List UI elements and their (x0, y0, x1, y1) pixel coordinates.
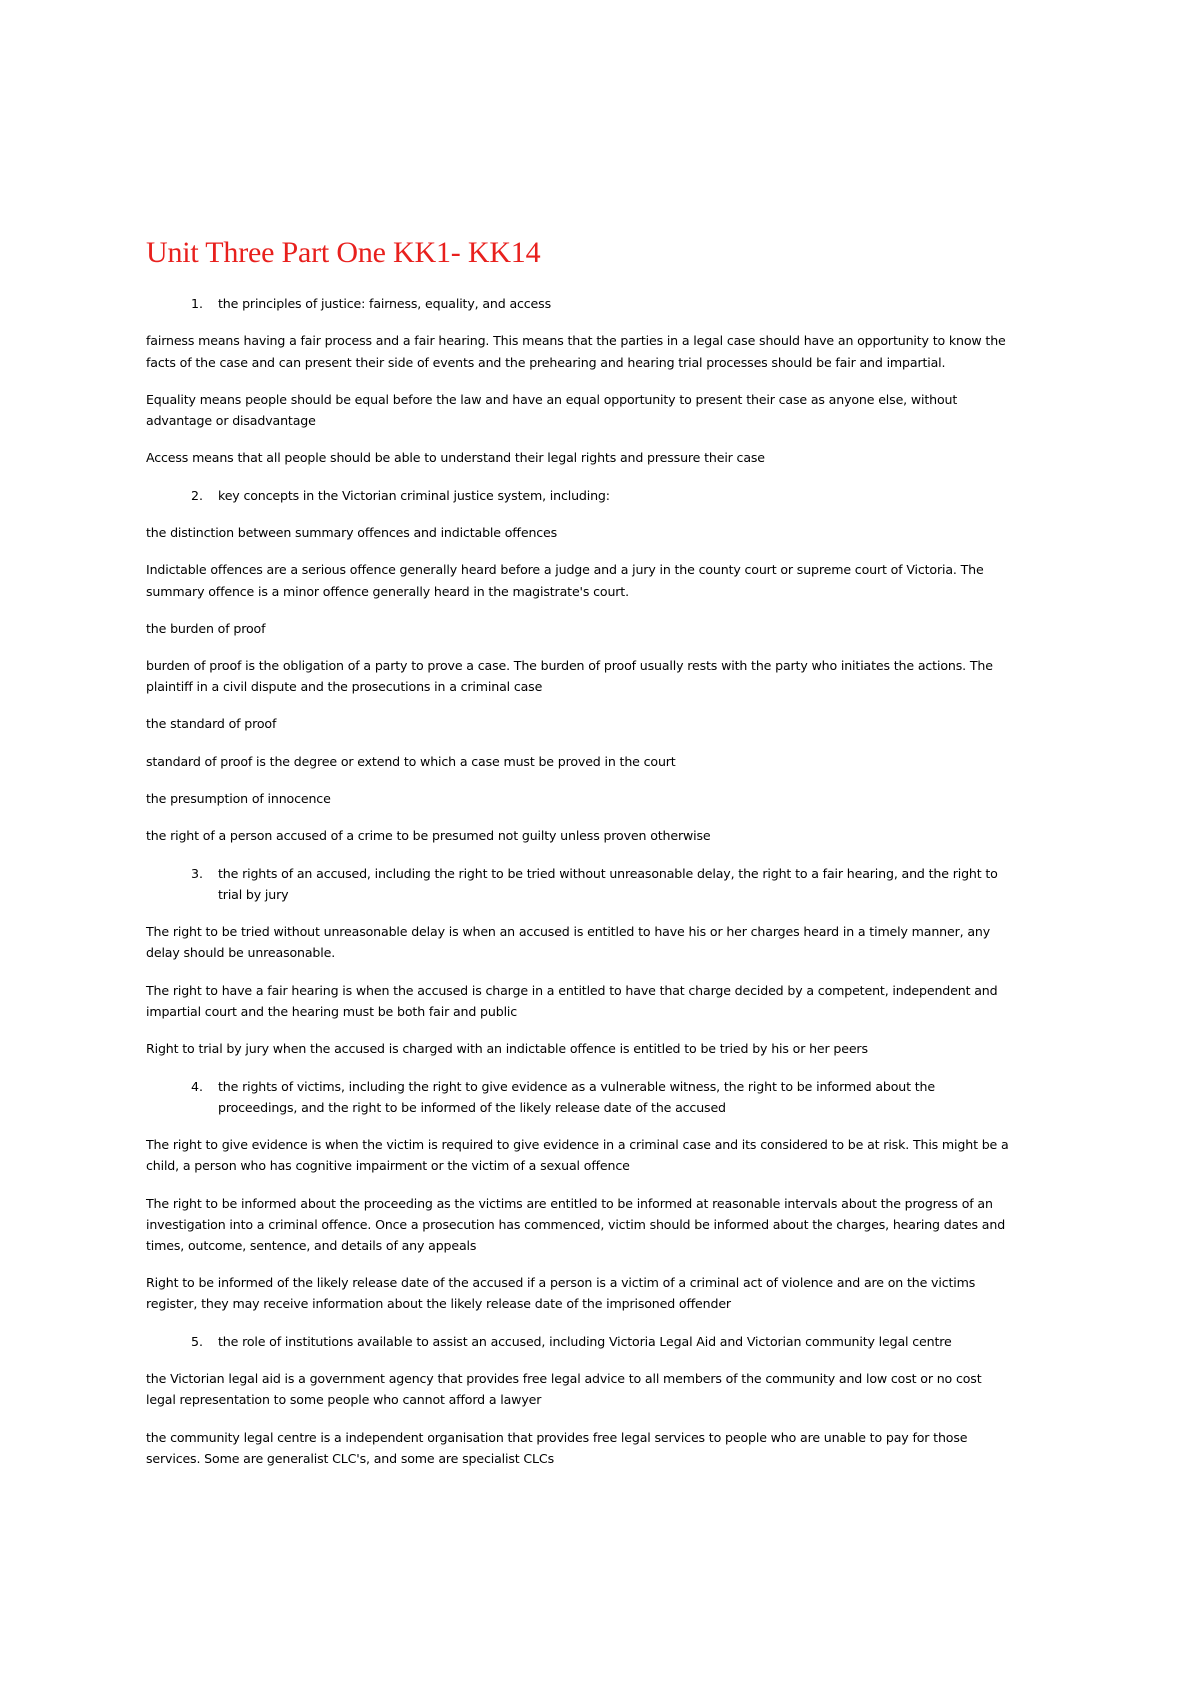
paragraph-line: the standard of proof (146, 716, 277, 731)
paragraph-line: The right to have a fair hearing is when the accused is charge in a entitled to have that charge decided by a competent, independent and (146, 983, 998, 998)
paragraph-line: standard of proof is the degree or extend to which a case must be proved in the court (146, 754, 676, 769)
paragraph-line: summary offence is a minor offence generally heard in the magistrate's court. (146, 584, 629, 599)
paragraph-line: register, they may receive information about the likely release date of the imprisoned offender (146, 1296, 731, 1311)
paragraph-line: The right to give evidence is when the victim is required to give evidence in a criminal case and its considered to be at risk. This might be a (146, 1137, 1009, 1152)
paragraph-line: the community legal centre is a independent organisation that provides free legal services to people who are unable to pay for those (146, 1430, 968, 1445)
paragraph-line: Access means that all people should be able to understand their legal rights and pressure their case (146, 450, 765, 465)
paragraph-line: burden of proof is the obligation of a party to prove a case. The burden of proof usually rests with the party who initiates the actions. The (146, 658, 993, 673)
list-item: the rights of an accused, including the right to be tried without unreasonable delay, the right to a fair hearing, and the right to (218, 866, 998, 881)
list-item: the role of institutions available to assist an accused, including Victoria Legal Aid and Victorian community legal centre (218, 1334, 952, 1349)
list-number: 1. (190, 296, 203, 311)
paragraph-line: delay should be unreasonable. (146, 945, 336, 960)
paragraph-line: The right to be tried without unreasonable delay is when an accused is entitled to have his or her charges heard in a timely manner, any (146, 924, 991, 939)
paragraph-line: advantage or disadvantage (146, 413, 316, 428)
paragraph-line: child, a person who has cognitive impairment or the victim of a sexual offence (146, 1158, 630, 1173)
paragraph-line: the distinction between summary offences and indictable offences (146, 525, 558, 540)
paragraph-line: The right to be informed about the proceeding as the victims are entitled to be informed at reasonable intervals about the progress of an (146, 1196, 993, 1211)
paragraph-line: plaintiff in a civil dispute and the prosecutions in a criminal case (146, 679, 543, 694)
list-item: the principles of justice: fairness, equality, and access (218, 296, 551, 311)
paragraph-line: the presumption of innocence (146, 791, 331, 806)
list-number: 3. (190, 866, 203, 881)
paragraph-line: Right to be informed of the likely release date of the accused if a person is a victim of a criminal act of violence and are on the victims (146, 1275, 976, 1290)
list-number: 5. (190, 1334, 203, 1349)
paragraph-line: the burden of proof (146, 621, 266, 636)
paragraph-line: services. Some are generalist CLC's, and some are specialist CLCs (146, 1451, 554, 1466)
paragraph-line: legal representation to some people who cannot afford a lawyer (146, 1392, 542, 1407)
paragraph-line: facts of the case and can present their side of events and the prehearing and hearing trial processes should be fair and impartial. (146, 355, 946, 370)
list-item: key concepts in the Victorian criminal justice system, including: (218, 488, 610, 503)
paragraph-line: Equality means people should be equal before the law and have an equal opportunity to present their case as anyone else, without (146, 392, 958, 407)
paragraph-line: impartial court and the hearing must be both fair and public (146, 1004, 518, 1019)
list-item: the rights of victims, including the right to give evidence as a vulnerable witness, the right to be informed about the (218, 1079, 935, 1094)
paragraph-line: fairness means having a fair process and a fair hearing. This means that the parties in a legal case should have an opportunity to know the (146, 333, 1006, 348)
paragraph-line: investigation into a criminal offence. Once a prosecution has commenced, victim should be informed about the charges, hearing dates and (146, 1217, 1006, 1232)
paragraph-line: the right of a person accused of a crime to be presumed not guilty unless proven otherwise (146, 828, 711, 843)
list-number: 2. (190, 488, 203, 503)
page-title: Unit Three Part One KK1- KK14 (146, 236, 541, 269)
list-item-continuation: trial by jury (218, 887, 289, 902)
list-number: 4. (190, 1079, 203, 1094)
paragraph-line: Indictable offences are a serious offence generally heard before a judge and a jury in the county court or supreme court of Victoria. The (146, 562, 984, 577)
paragraph-line: the Victorian legal aid is a government agency that provides free legal advice to all members of the community and low cost or no cost (146, 1371, 982, 1386)
paragraph-line: Right to trial by jury when the accused is charged with an indictable offence is entitled to be tried by his or her peers (146, 1041, 868, 1056)
paragraph-line: times, outcome, sentence, and details of any appeals (146, 1238, 477, 1253)
list-item-continuation: proceedings, and the right to be informed of the likely release date of the accused (218, 1100, 726, 1115)
